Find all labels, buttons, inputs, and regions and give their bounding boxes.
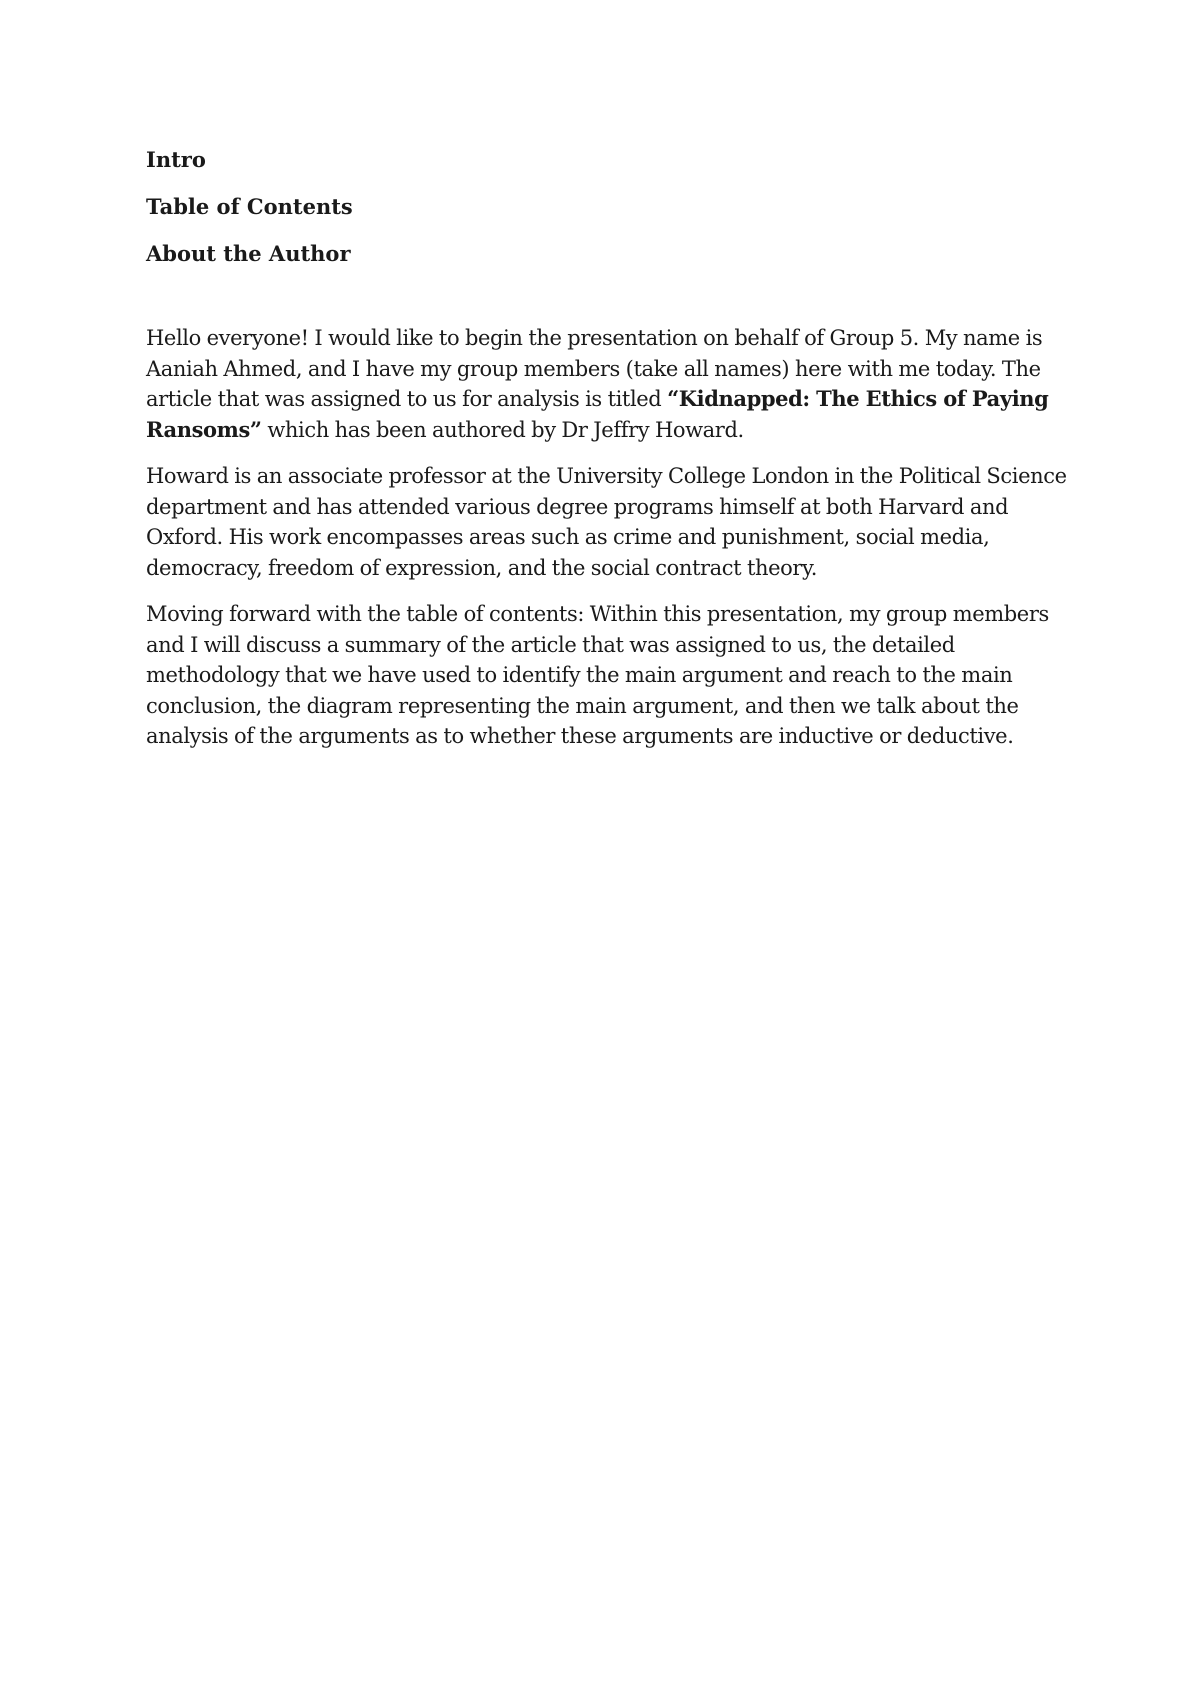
paragraph-introduction (146, 323, 1071, 445)
paragraph-introduction-text-end: which has been authored by Dr Jeffry Howard. (261, 417, 744, 442)
paragraph-about-author: Howard is an associate professor at the University College London in the Political Science department and has attended various degree programs himself at both Harvard and Oxford. His work encompasses areas such as crime and punishment, social media, democracy, freedom of expression, and the social contract theory. (146, 464, 1067, 580)
article-title: “Kidnapped: The Ethics of Paying Ransoms” (146, 386, 1049, 442)
document-body (146, 145, 1071, 768)
heading-intro: Intro (146, 147, 206, 172)
heading-table-of-contents: Table of Contents (146, 194, 353, 219)
heading-about-the-author: About the Author (146, 241, 351, 266)
paragraph-introduction-text: Hello everyone! I would like to begin the presentation on behalf of Group 5. My name is Aaniah Ahmed, and I have my group members (take all names) here with me today. The article that was assigned to us for analysis is titled (146, 326, 1043, 411)
paragraph-table-of-contents: Moving forward with the table of contents: Within this presentation, my group members and I will discuss a summary of the article that was assigned to us, the detailed methodology that we have used to identify the main argument and reach to the main conclusion, the diagram representing the main argument, and then we talk about the analysis of the arguments as to whether these arguments are inductive or deductive. (146, 602, 1049, 748)
